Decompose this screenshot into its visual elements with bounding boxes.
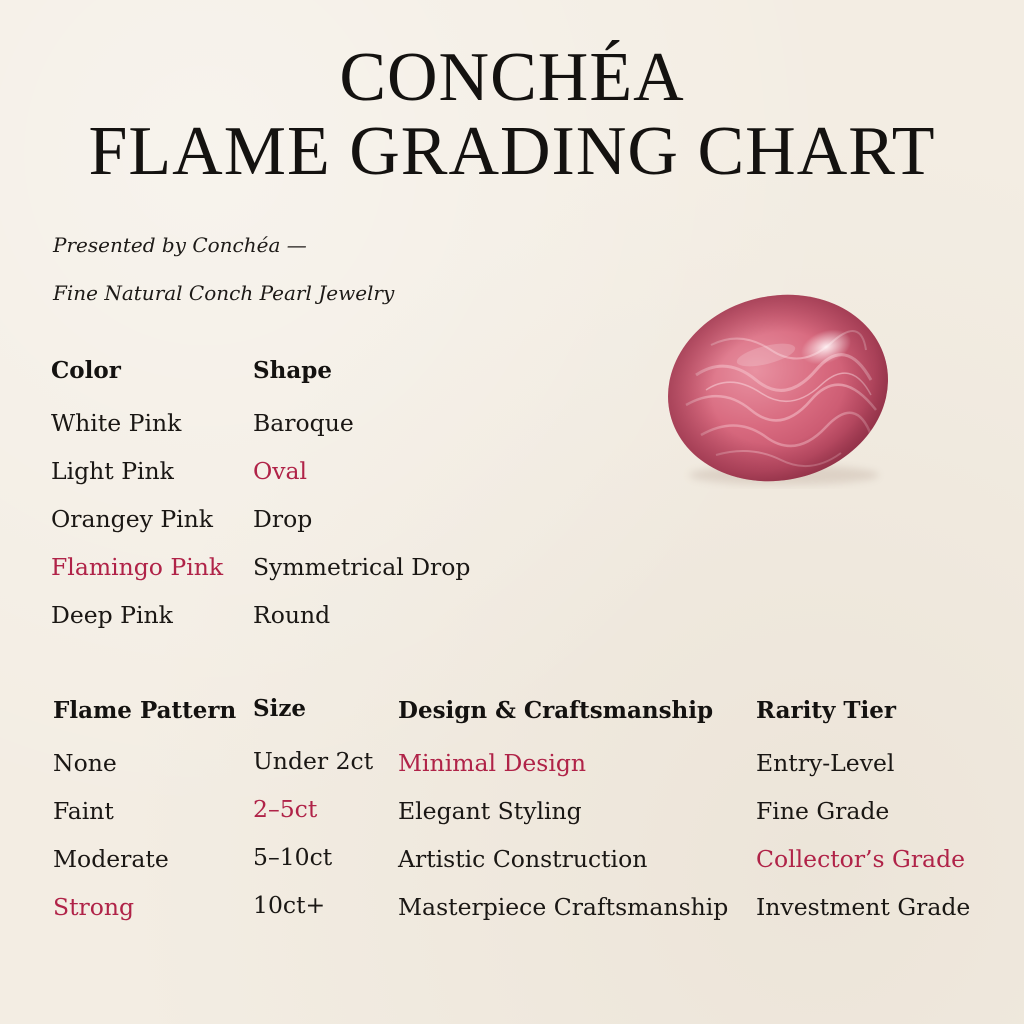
color-grade: Deep Pink [51, 601, 173, 629]
flame-pattern-grade: Moderate [53, 845, 169, 873]
rarity-grade: Entry-Level [756, 749, 895, 777]
brand-title: CONCHÉA [339, 39, 685, 116]
color-column [51, 356, 223, 648]
color-grade: Light Pink [51, 457, 174, 485]
rarity-header: Rarity Tier [756, 697, 896, 724]
chart-title: FLAME GRADING CHART [88, 113, 936, 190]
design-column [398, 696, 728, 940]
conch-pearl-image [656, 285, 902, 495]
shape-header: Shape [253, 357, 332, 384]
shape-column [253, 356, 470, 648]
shape-grade: Round [253, 601, 331, 629]
color-grade: Flamingo Pink [51, 553, 224, 581]
flame-pattern-header: Flame Pattern [53, 697, 237, 724]
design-header: Design & Craftsmanship [398, 697, 714, 724]
shape-grade: Oval [253, 457, 308, 485]
rarity-column [756, 696, 970, 940]
size-grade: 10ct+ [253, 891, 326, 919]
size-column [253, 694, 373, 938]
design-grade: Elegant Styling [398, 797, 582, 825]
size-grade: Under 2ct [253, 747, 374, 775]
size-grade: 5–10ct [253, 843, 333, 871]
flame-pattern-grade: None [53, 749, 117, 777]
design-grade: Artistic Construction [398, 845, 648, 873]
shape-grade: Symmetrical Drop [253, 553, 471, 581]
design-grade: Minimal Design [398, 749, 587, 777]
size-header: Size [253, 695, 307, 722]
tagline-text: Fine Natural Conch Pearl Jewelry [53, 281, 395, 305]
rarity-grade: Collector’s Grade [756, 845, 966, 873]
color-header: Color [51, 357, 121, 384]
rarity-grade: Fine Grade [756, 797, 890, 825]
presented-by-text: Presented by Conchéa — [53, 233, 307, 257]
color-grade: White Pink [51, 409, 182, 437]
shape-grade: Baroque [253, 409, 354, 437]
design-grade: Masterpiece Craftsmanship [398, 893, 729, 921]
rarity-grade: Investment Grade [756, 893, 971, 921]
color-grade: Orangey Pink [51, 505, 214, 533]
flame-pattern-grade: Faint [53, 797, 114, 825]
flame-pattern-grade: Strong [53, 893, 135, 921]
shape-grade: Drop [253, 505, 313, 533]
size-grade: 2–5ct [253, 795, 318, 823]
flame-pattern-column [53, 696, 236, 940]
